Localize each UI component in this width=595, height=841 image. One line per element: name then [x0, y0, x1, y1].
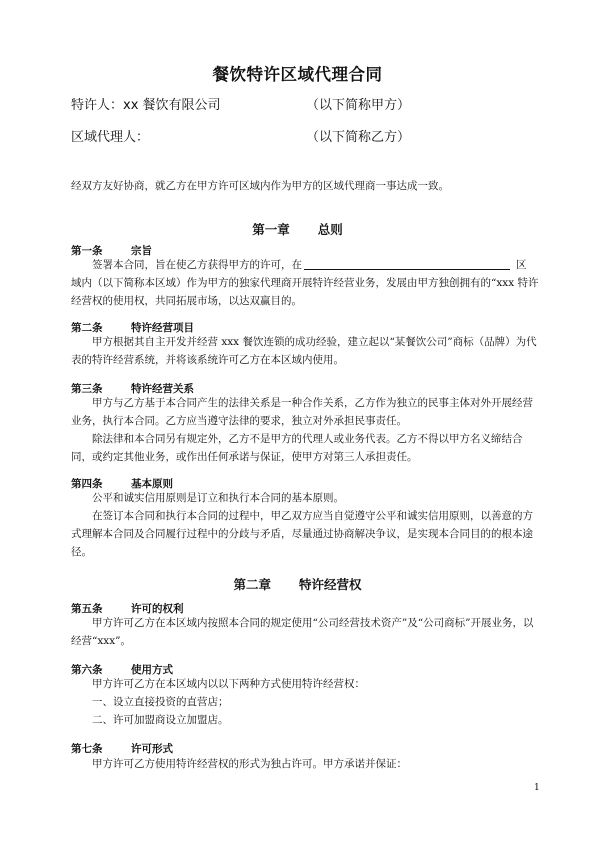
article-number: 第二条 — [71, 322, 103, 334]
article-7-text: 甲方许可乙方使用特许经营权的形式为独占许可。甲方承诺并保证： — [92, 758, 407, 770]
article-4-paragraph-1: 公平和诚实信用原则是订立和执行本合同的基本原则。 — [92, 492, 344, 504]
article-1-first-line — [71, 256, 539, 274]
agent-label: 区域代理人： — [71, 130, 150, 145]
article-1-text: 域内（以下简称本区域）作为甲方的独家代理商开展特许经营业务，发展由甲方独创拥有的“xxx 特许经营权的使用权，共同拓展市场，以达双赢目的。 — [71, 277, 539, 307]
article-3-paragraph-2: 除法律和本合同另有规定外，乙方不是甲方的代理人或业务代表。乙方不得以甲方名义缔结合同，或约定其他业务，或作出任何承诺与保证，使甲方对第三人承担责任。 — [71, 433, 523, 463]
article-name: 宗旨 — [131, 245, 152, 257]
article-number: 第一条 — [71, 245, 103, 257]
chapter-name: 特许经营权 — [299, 577, 362, 592]
article-number: 第六条 — [71, 664, 103, 676]
page-number: 1 — [534, 783, 540, 793]
licensor-note: （以下简称甲方） — [306, 98, 411, 113]
agent-note: （以下简称乙方） — [306, 130, 411, 145]
article-6-intro: 甲方许可乙方在本区域内以以下两种方式使用特许经营权： — [92, 678, 365, 690]
article-name: 许可的权利 — [131, 603, 184, 615]
licensor-label: 特许人：xx 餐饮有限公司 — [71, 98, 221, 113]
article-heading — [71, 741, 173, 756]
article-2-text: 甲方根据其自主开发并经营 xxx 餐饮连锁的成功经验，建立起以“某餐饮公司”商标（品牌）为代表的特许经营系统，并将该系统许可乙方在本区域内使用。 — [71, 336, 537, 366]
article-name: 许可形式 — [131, 743, 173, 755]
chapter-heading — [0, 575, 595, 593]
article-name: 特许经营项目 — [131, 322, 194, 334]
region-blank-line[interactable] — [304, 257, 510, 270]
article-1-text-after-blank: 区 — [516, 259, 527, 271]
chapter-name: 总则 — [317, 222, 343, 237]
article-5-text: 甲方许可乙方在本区域内按照本合同的规定使用“公司经营技术资产”及“公司商标”开展业务，以经营“xxx”。 — [71, 617, 534, 647]
chapter-number: 第一章 — [252, 222, 290, 237]
article-number: 第三条 — [71, 383, 103, 395]
chapter-heading — [0, 220, 595, 238]
document-title: 餐饮特许区域代理合同 — [212, 65, 383, 84]
article-number: 第五条 — [71, 603, 103, 615]
article-name: 特许经营关系 — [131, 383, 194, 395]
article-3-paragraph-1: 甲方与乙方基于本合同产生的法律关系是一种合作关系，乙方作为独立的民事主体对外开展经营业务，执行本合同。乙方应当遵守法律的要求，独立对外承担民事责任。 — [71, 397, 533, 427]
list-item: 一、设立直接投资的直营店； — [92, 696, 229, 708]
article-number: 第七条 — [71, 743, 103, 755]
article-number: 第四条 — [71, 478, 103, 490]
article-name: 基本原则 — [131, 478, 173, 490]
chapter-number: 第二章 — [233, 577, 271, 592]
list-item: 二、许可加盟商设立加盟店。 — [92, 714, 229, 726]
article-name: 使用方式 — [131, 664, 173, 676]
article-1-text-before-blank: 签署本合同，旨在使乙方获得甲方的许可，在 — [92, 259, 302, 271]
article-4-paragraph-2: 在签订本合同和执行本合同的过程中，甲乙双方应当自觉遵守公平和诚实信用原则，以善意的方式理解本合同及合同履行过程中的分歧与矛盾，尽量通过协商解决争议，是实现本合同目的的根本途径。 — [71, 510, 533, 558]
preamble: 经双方友好协商，就乙方在甲方许可区域内作为甲方的区域代理商一事达成一致。 — [71, 180, 449, 192]
